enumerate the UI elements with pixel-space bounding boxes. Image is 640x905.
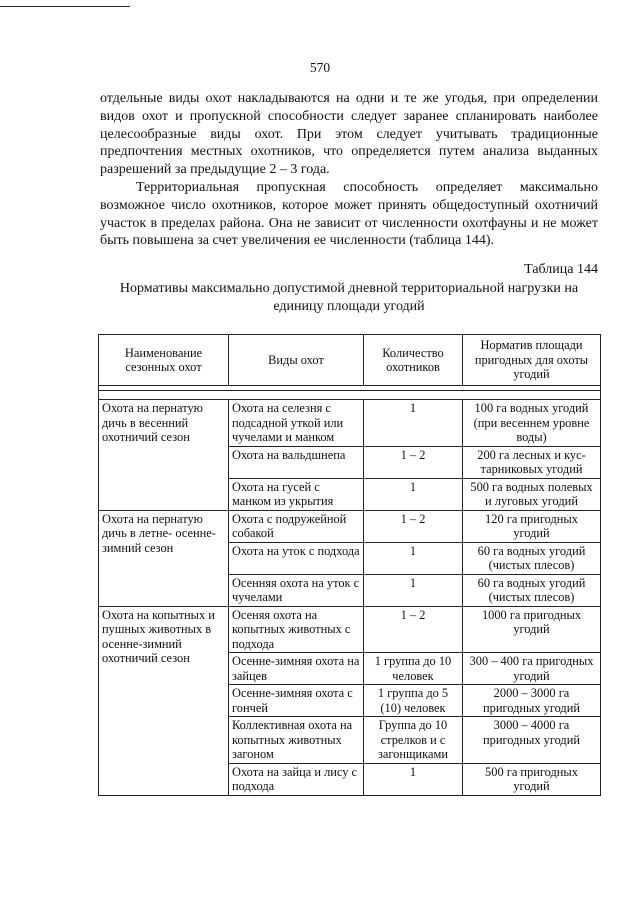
- top-rule: [0, 6, 130, 7]
- norm-cell: 60 га водных угодий (чистых плесов): [463, 542, 601, 574]
- norm-cell: 1000 га пригодных угодий: [463, 606, 601, 653]
- table-row: [99, 606, 601, 653]
- page-number: 570: [309, 60, 331, 75]
- header-hunters: Количество охотников: [364, 335, 463, 386]
- norm-cell: 200 га лесных и кус-тарниковых угодий: [463, 446, 601, 478]
- season-cell: Охота на копытных и пушных животных в осенне-зимний охотничий сезон: [99, 606, 229, 795]
- hunters-cell: 1 – 2: [364, 446, 463, 478]
- season-cell: Охота на пернатую дичь в весенний охотничий сезон: [99, 400, 229, 511]
- hunt-type-cell: Охота с подружейной собакой: [229, 510, 364, 542]
- hunters-cell: 1 группа до 5 (10) человек: [364, 685, 463, 717]
- norm-cell: 500 га водных полевых и луговых угодий: [463, 478, 601, 510]
- table-title: Нормативы максимально допустимой дневной территориальной нагрузки на единицу площади угодий: [119, 281, 579, 314]
- hunters-cell: 1: [364, 400, 463, 447]
- hunt-type-cell: Осенне-зимняя охота с гончей: [229, 685, 364, 717]
- hunters-cell: 1: [364, 542, 463, 574]
- hunt-type-cell: Охота на зайца и лису с подхода: [229, 763, 364, 795]
- table-number: Таблица 144: [524, 262, 598, 277]
- hunt-type-cell: Охота на вальдшнепа: [229, 446, 364, 478]
- table-row: [99, 400, 601, 447]
- header-season: Наименование сезонных охот: [99, 335, 229, 386]
- norm-cell: 500 га пригодных угодий: [463, 763, 601, 795]
- norm-cell: 3000 – 4000 га пригодных угодий: [463, 717, 601, 764]
- paragraph-1: отдельные виды охот накладываются на одни и те же угодья, при определении видов охот и пропускной способности следует заранее спланировать наиболее целесообразные виды охот. При этом следует учитывать традиционные предпочтения местных охотников, что определяется путем анализа выданных разрешений за предыдущие 2 – 3 года.: [100, 91, 598, 178]
- hunt-type-cell: Осеняя охота на копытных животных с подхода: [229, 606, 364, 653]
- hunters-cell: Группа до 10 стрелков и с загонщиками: [364, 717, 463, 764]
- hunters-cell: 1 – 2: [364, 606, 463, 653]
- hunt-type-cell: Осенне-зимняя охота на зайцев: [229, 653, 364, 685]
- gap-row: [99, 391, 601, 400]
- norm-cell: 2000 – 3000 га пригодных угодий: [463, 685, 601, 717]
- hunters-cell: 1 группа до 10 человек: [364, 653, 463, 685]
- norm-cell: 300 – 400 га пригодных угодий: [463, 653, 601, 685]
- norm-cell: 60 га водных угодий (чистых плесов): [463, 574, 601, 606]
- header-hunt-type: Виды охот: [229, 335, 364, 386]
- season-cell: Охота на пернатую дичь в летне- осенне-зимний сезон: [99, 510, 229, 606]
- table-header-row: [99, 335, 601, 386]
- hunt-type-cell: Охота на гусей с манком из укрытия: [229, 478, 364, 510]
- hunters-cell: 1: [364, 478, 463, 510]
- hunt-type-cell: Охота на уток с подхода: [229, 542, 364, 574]
- paragraph-2: Территориальная пропускная способность определяет максимально возможное число охотников, которое может принять общедоступный охотничий участок в пределах района. Она не зависит от численности охотфауны и не может быть повышена за счет увеличения ее численности (таблица 144).: [100, 180, 598, 249]
- hunters-cell: 1 – 2: [364, 510, 463, 542]
- norm-cell: 120 га пригодных угодий: [463, 510, 601, 542]
- hunters-cell: 1: [364, 763, 463, 795]
- table-row: [99, 510, 601, 542]
- norms-table: [98, 334, 601, 796]
- norm-cell: 100 га водных угодий (при весеннем уровне воды): [463, 400, 601, 447]
- hunt-type-cell: Коллективная охота на копытных животных загоном: [229, 717, 364, 764]
- hunt-type-cell: Осенняя охота на уток с чучелами: [229, 574, 364, 606]
- hunt-type-cell: Охота на селезня с подсадной уткой или чучелами и манком: [229, 400, 364, 447]
- header-norm: Норматив площади пригодных для охоты угодий: [463, 335, 601, 386]
- hunters-cell: 1: [364, 574, 463, 606]
